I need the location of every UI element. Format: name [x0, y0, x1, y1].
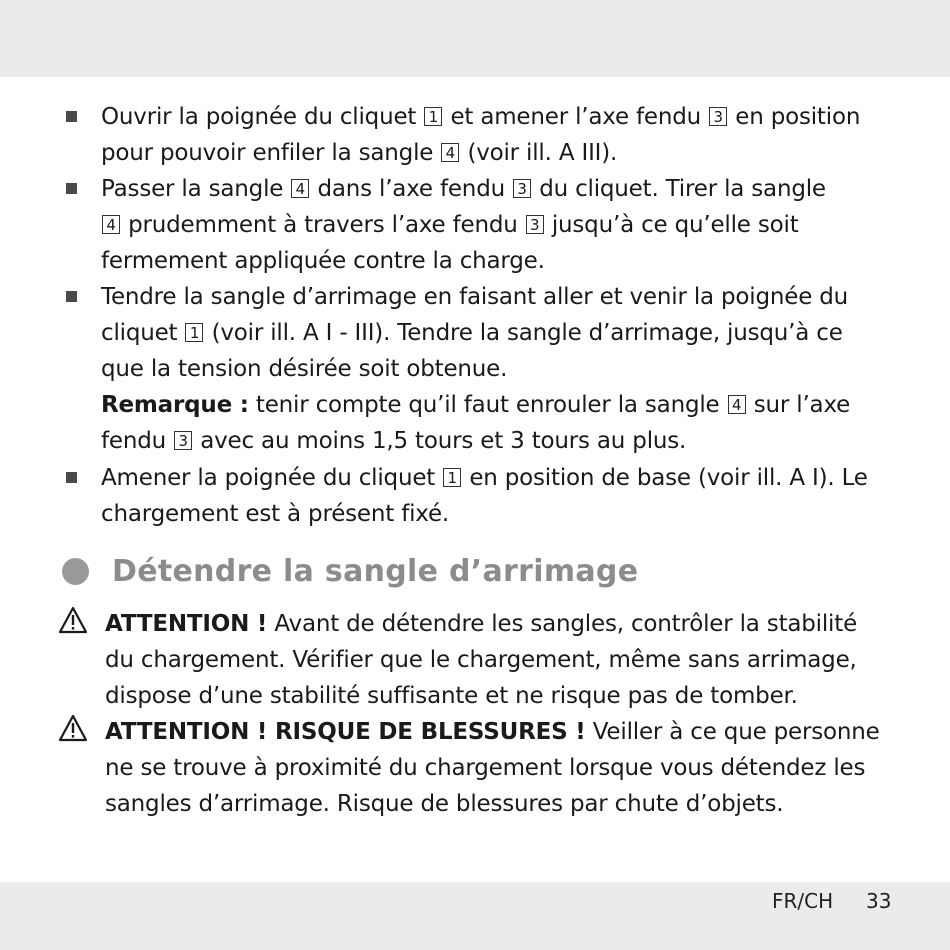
part-number-box: 3 [526, 215, 544, 234]
list-item [101, 279, 850, 459]
text-line [101, 135, 860, 171]
text-run: fendu [101, 428, 174, 454]
list-item [101, 171, 826, 279]
heading-bullet-icon [62, 558, 89, 585]
text-run: (voir ill. A III). [460, 140, 618, 166]
text-run: en position de base (voir ill. A I). Le [462, 465, 868, 491]
part-number-box: 1 [443, 468, 461, 487]
text-run: tenir compte qu’il faut enrouler la sangle [248, 392, 727, 418]
bullet-square-icon [66, 472, 77, 483]
part-number-box: 1 [424, 107, 442, 126]
text-run: ne se trouve à proximité du chargement lorsque vous détendez les [105, 755, 866, 781]
text-line [101, 496, 868, 532]
text-line [101, 423, 850, 459]
text-run: en position [728, 104, 861, 130]
text-line [105, 642, 857, 678]
emphasis-label: ATTENTION ! RISQUE DE BLESSURES ! [105, 719, 586, 745]
list-item [101, 99, 860, 171]
section-heading: Détendre la sangle d’arrimage [112, 554, 639, 589]
text-line [101, 279, 850, 315]
page-number: 33 [866, 889, 892, 913]
text-run: Tendre la sangle d’arrimage en faisant aller et venir la poignée du [101, 284, 849, 310]
text-run: que la tension désirée soit obtenue. [101, 356, 508, 382]
text-line [101, 315, 850, 351]
text-line [101, 387, 850, 423]
text-line [105, 786, 880, 822]
text-run: chargement est à présent fixé. [101, 501, 450, 527]
text-run: jusqu’à ce qu’elle soit [544, 212, 799, 238]
emphasis-label: Remarque : [101, 392, 249, 418]
text-run: dans l’axe fendu [310, 176, 513, 202]
text-run: Ouvrir la poignée du cliquet [101, 104, 424, 130]
list-item [101, 460, 868, 532]
part-number-box: 3 [174, 431, 192, 450]
part-number-box: 1 [185, 323, 203, 342]
text-run: Avant de détendre les sangles, contrôler la stabilité [267, 611, 858, 637]
text-run: Passer la sangle [101, 176, 291, 202]
text-run: du cliquet. Tirer la sangle [532, 176, 826, 202]
text-run: Veiller à ce que personne [585, 719, 880, 745]
bullet-square-icon [66, 111, 77, 122]
text-run: avec au moins 1,5 tours et 3 tours au plus. [193, 428, 687, 454]
warning-text [105, 714, 880, 822]
text-run: cliquet [101, 320, 185, 346]
warning-triangle-icon [58, 606, 88, 634]
part-number-box: 4 [728, 395, 746, 414]
text-line [101, 243, 826, 279]
part-number-box: 3 [709, 107, 727, 126]
warning-text [105, 606, 857, 714]
emphasis-label: ATTENTION ! [105, 611, 268, 637]
top-band [0, 0, 950, 77]
bullet-square-icon [66, 291, 77, 302]
text-line [105, 714, 880, 750]
text-line [105, 750, 880, 786]
text-line [101, 460, 868, 496]
text-run: du chargement. Vérifier que le chargement, même sans arrimage, [105, 647, 857, 673]
part-number-box: 4 [441, 143, 459, 162]
text-line [101, 351, 850, 387]
text-run: Amener la poignée du cliquet [101, 465, 443, 491]
part-number-box: 4 [291, 179, 309, 198]
language-code: FR/CH [772, 889, 834, 913]
text-run: fermement appliquée contre la charge. [101, 248, 545, 274]
warning-triangle-icon [58, 714, 88, 742]
text-run: (voir ill. A I - III). Tendre la sangle d’arrimage, jusqu’à ce [204, 320, 843, 346]
text-run: prudemment à travers l’axe fendu [121, 212, 525, 238]
bullet-square-icon [66, 183, 77, 194]
text-run: pour pouvoir enfiler la sangle [101, 140, 441, 166]
text-run: sur l’axe [746, 392, 851, 418]
text-line [105, 678, 857, 714]
part-number-box: 3 [513, 179, 531, 198]
text-run: dispose d’une stabilité suffisante et ne risque pas de tomber. [105, 683, 798, 709]
text-line [101, 171, 826, 207]
text-line [105, 606, 857, 642]
text-run: sangles d’arrimage. Risque de blessures par chute d’objets. [105, 791, 784, 817]
part-number-box: 4 [102, 215, 120, 234]
text-run: et amener l’axe fendu [443, 104, 709, 130]
text-line [101, 99, 860, 135]
text-line [101, 207, 826, 243]
